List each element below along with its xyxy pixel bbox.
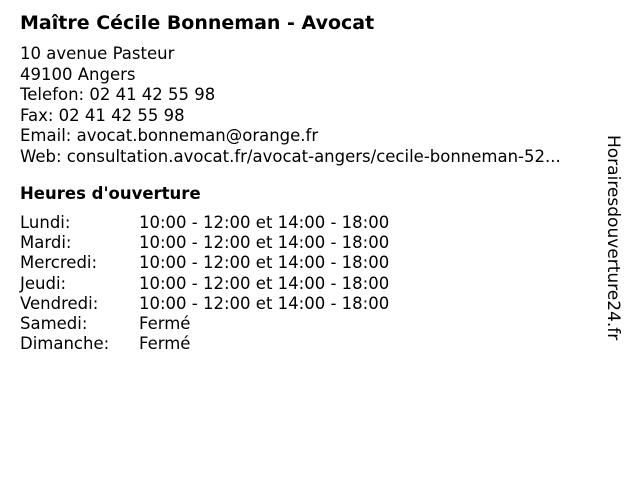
hours-row-sunday: [20, 334, 610, 354]
opening-hours-list: [20, 213, 610, 354]
hours-row-friday: [20, 294, 610, 314]
fax-number: Fax: 02 41 42 55 98: [20, 105, 185, 125]
day-label: Lundi:: [20, 213, 71, 232]
time-value: 10:00 - 12:00 et 14:00 - 18:00: [139, 213, 390, 232]
day-label: Mardi:: [20, 233, 72, 253]
day-label: Jeudi:: [20, 273, 67, 293]
hours-row-tuesday: [20, 233, 610, 253]
contact-list: [20, 44, 610, 167]
phone-number: Telefon: 02 41 42 55 98: [20, 85, 216, 104]
address-city: 49100 Angers: [20, 64, 136, 84]
day-label: Samedi:: [20, 314, 88, 334]
business-card: [20, 12, 610, 354]
day-label: Dimanche:: [20, 334, 110, 354]
website-link: Web: consultation.avocat.fr/avocat-angers/cecile-bonneman-52...: [20, 146, 561, 166]
email-address: Email: avocat.bonneman@orange.fr: [20, 126, 319, 145]
opening-hours-title: Heures d'ouverture: [20, 184, 201, 203]
site-watermark: Horairesdouverture24.fr: [603, 135, 623, 341]
time-value: 10:00 - 12:00 et 14:00 - 18:00: [139, 273, 390, 293]
hours-row-thursday: [20, 274, 610, 294]
hours-row-wednesday: [20, 253, 610, 273]
time-value: 10:00 - 12:00 et 14:00 - 18:00: [139, 253, 390, 273]
hours-row-saturday: [20, 314, 610, 334]
time-value: Fermé: [139, 334, 191, 354]
address-street: 10 avenue Pasteur: [20, 44, 175, 63]
time-value: 10:00 - 12:00 et 14:00 - 18:00: [139, 293, 390, 313]
day-label: Vendredi:: [20, 293, 99, 313]
time-value: 10:00 - 12:00 et 14:00 - 18:00: [139, 233, 390, 253]
time-value: Fermé: [139, 314, 191, 334]
day-label: Mercredi:: [20, 253, 98, 273]
hours-row-monday: [20, 213, 610, 233]
page-title: Maître Cécile Bonneman - Avocat: [20, 12, 375, 34]
